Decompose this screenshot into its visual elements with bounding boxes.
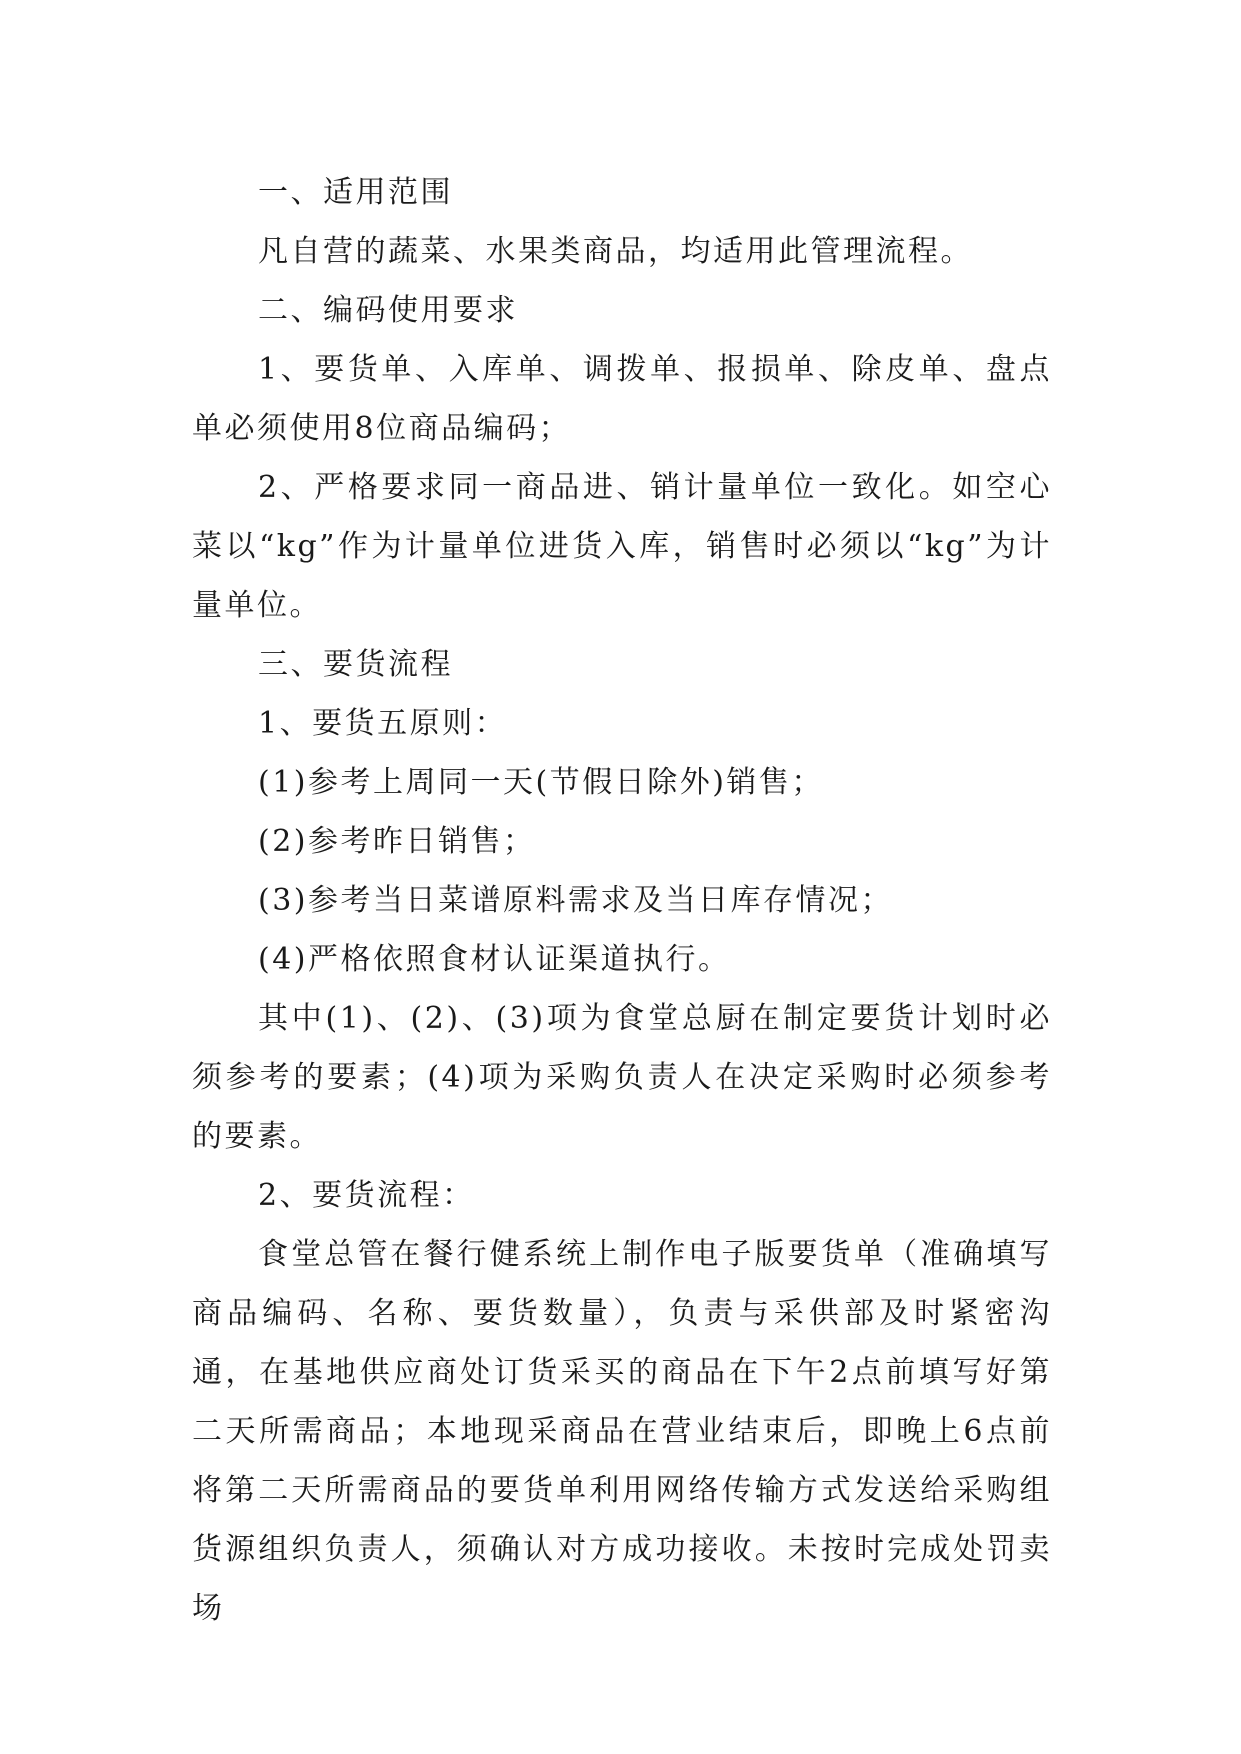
document-body xyxy=(192,163,1052,1638)
subheading-ordering-process: 2、要货流程： xyxy=(258,1178,475,1213)
section-heading-coding: 二、编码使用要求 xyxy=(258,293,518,328)
section-heading-scope: 一、适用范围 xyxy=(258,175,453,210)
paragraph-scope: 凡自营的蔬菜、水果类商品，均适用此管理流程。 xyxy=(258,234,973,269)
paragraph-coding-1: 1、要货单、入库单、调拨单、报损单、除皮单、盘点单必须使用8位商品编码； xyxy=(192,352,1052,446)
list-item-principle-2: (2)参考昨日销售； xyxy=(258,824,536,859)
paragraph-ordering-process: 食堂总管在餐行健系统上制作电子版要货单（准确填写商品编码、名称、要货数量），负责与采供部及时紧密沟通，在基地供应商处订货采买的商品在下午2点前填写好第二天所需商品；本地现采商品在营业结束后，即晚上6点前将第二天所需商品的要货单利用网络传输方式发送给采购组货源组织负责人，须确认对方成功接收。未按时完成处罚卖场 xyxy=(192,1237,1052,1626)
paragraph-coding-2: 2、严格要求同一商品进、销计量单位一致化。如空心菜以“kg”作为计量单位进货入库，销售时必须以“kg”为计量单位。 xyxy=(192,470,1052,623)
subheading-principles: 1、要货五原则： xyxy=(258,706,508,741)
paragraph-principles-note: 其中(1)、(2)、(3)项为食堂总厨在制定要货计划时必须参考的要素；(4)项为采购负责人在决定采购时必须参考的要素。 xyxy=(192,1001,1052,1154)
list-item-principle-4: (4)严格依照食材认证渠道执行。 xyxy=(258,942,731,977)
section-heading-ordering: 三、要货流程 xyxy=(258,647,453,682)
list-item-principle-3: (3)参考当日菜谱原料需求及当日库存情况； xyxy=(258,883,893,918)
list-item-principle-1: (1)参考上周同一天(节假日除外)销售； xyxy=(258,765,824,800)
